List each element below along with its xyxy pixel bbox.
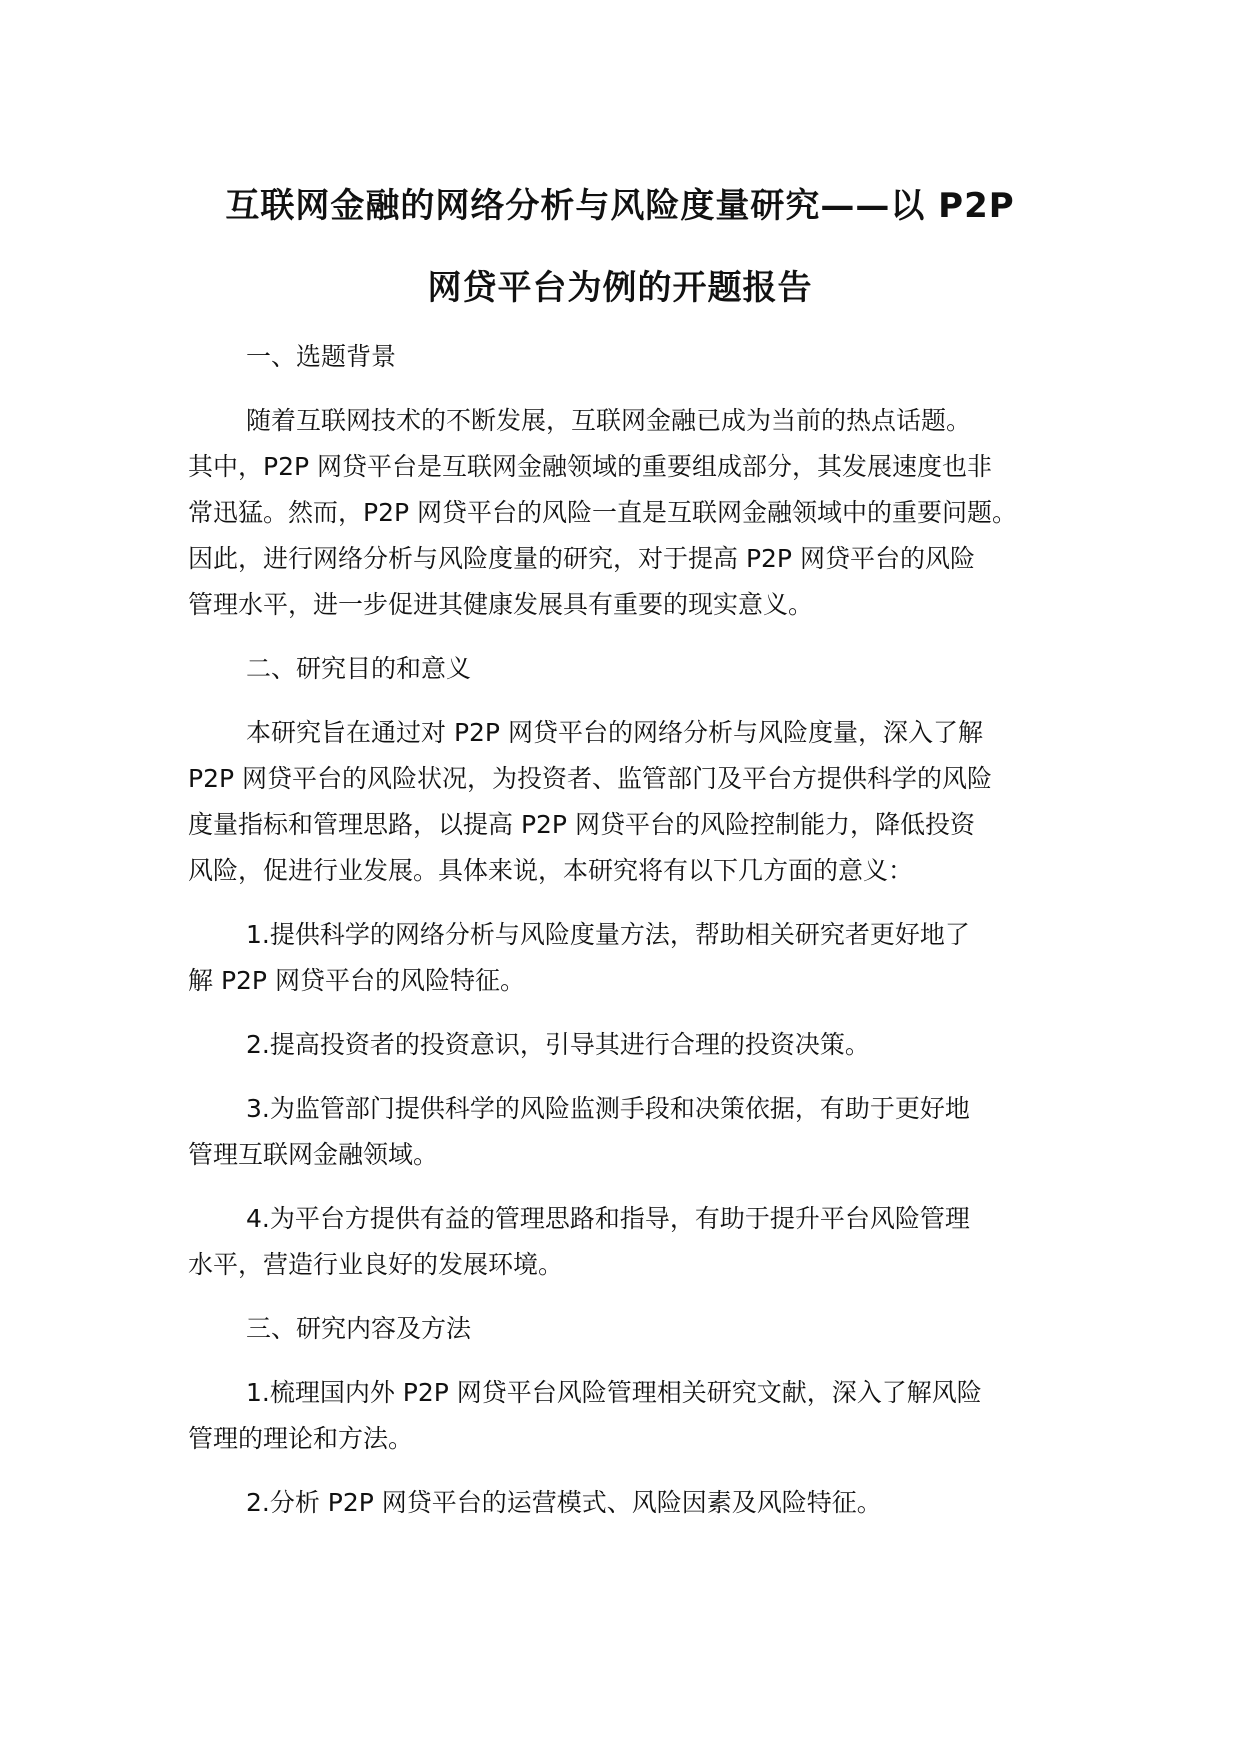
list-item-significance-2 (188, 1022, 1088, 1068)
paragraph-line: 风险，促进行业发展。具体来说，本研究将有以下几方面的意义： (188, 856, 914, 885)
paragraph-line: 随着互联网技术的不断发展，互联网金融已成为当前的热点话题。 (246, 406, 972, 435)
paragraph-line: 度量指标和管理思路，以提高 P2P 网贷平台的风险控制能力，降低投资 (188, 810, 975, 839)
list-item-significance-1 (188, 912, 1088, 1004)
paragraph-line: P2P 网贷平台的风险状况，为投资者、监管部门及平台方提供科学的风险 (188, 764, 993, 793)
paragraph-line: 其中，P2P 网贷平台是互联网金融领域的重要组成部分，其发展速度也非 (188, 452, 993, 481)
paragraph-line: 1.提供科学的网络分析与风险度量方法，帮助相关研究者更好地了 (246, 920, 970, 949)
list-item-significance-3 (188, 1086, 1088, 1178)
paragraph-line: 2.分析 P2P 网贷平台的运营模式、风险因素及风险特征。 (246, 1488, 882, 1517)
paragraph-line: 管理互联网金融领域。 (188, 1140, 439, 1169)
paragraph-line: 本研究旨在通过对 P2P 网贷平台的网络分析与风险度量，深入了解 (246, 718, 983, 747)
paragraph-line: 4.为平台方提供有益的管理思路和指导，有助于提升平台风险管理 (246, 1204, 970, 1233)
paragraph-line: 管理水平，进一步促进其健康发展具有重要的现实意义。 (188, 590, 814, 619)
paragraph-line: 解 P2P 网贷平台的风险特征。 (188, 966, 525, 995)
document-body (188, 334, 1088, 1526)
paragraph-line: 常迅猛。然而，P2P 网贷平台的风险一直是互联网金融领域中的重要问题。 (188, 498, 1018, 527)
list-item-method-1 (188, 1370, 1088, 1462)
list-item-significance-4 (188, 1196, 1088, 1288)
section-heading-content-methods: 三、研究内容及方法 (246, 1314, 472, 1343)
paragraph-line: 水平，营造行业良好的发展环境。 (188, 1250, 564, 1279)
paragraph-line: 因此，进行网络分析与风险度量的研究，对于提高 P2P 网贷平台的风险 (188, 544, 975, 573)
paragraph-line: 3.为监管部门提供科学的风险监测手段和决策依据，有助于更好地 (246, 1094, 970, 1123)
paragraph-line: 管理的理论和方法。 (188, 1424, 414, 1453)
paragraph-background (188, 398, 1088, 628)
list-item-method-2 (188, 1480, 1088, 1526)
document-title-line-2: 网贷平台为例的开题报告 (427, 268, 813, 308)
paragraph-purpose (188, 710, 1088, 894)
section-heading-background: 一、选题背景 (246, 342, 397, 371)
document-title-line-1: 互联网金融的网络分析与风险度量研究——以 P2P (225, 186, 1015, 226)
paragraph-line: 2.提高投资者的投资意识，引导其进行合理的投资决策。 (246, 1030, 870, 1059)
section-heading-purpose: 二、研究目的和意义 (246, 654, 472, 683)
paragraph-line: 1.梳理国内外 P2P 网贷平台风险管理相关研究文献，深入了解风险 (246, 1378, 982, 1407)
